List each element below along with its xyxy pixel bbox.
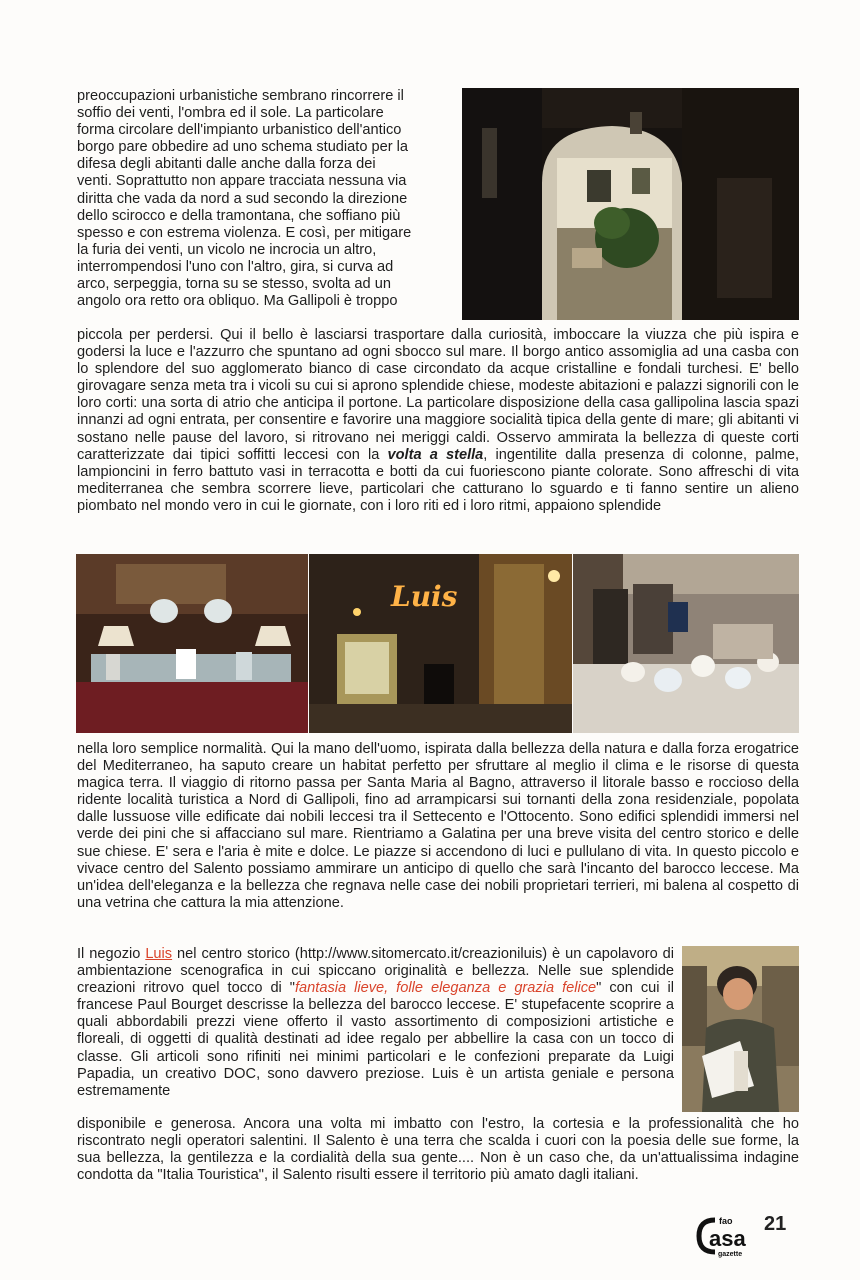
text-line: soffio dei venti, l'ombra ed il sole. La particolare: [77, 105, 384, 122]
text-line: interrompendosi l'uno con l'altro, gira, si curva ad: [77, 258, 394, 275]
paragraph-text: nel centro storico (http://www.sitomercato.it/creazioniluis) è un capolavoro di ambientazione scenografica in cui spiccano originalità e bellezza. Nelle sue splendide creazioni ritrovo quel tocco di ": [77, 946, 674, 997]
logo-fao: fao: [719, 1216, 733, 1226]
photo-shop-interior-lamps: [76, 554, 308, 733]
text-line: angolo ora retto ora obliquo. Ma Gallipoli è troppo: [77, 293, 398, 310]
casa-gazette-logo: [693, 1212, 755, 1258]
text-line: la furia dei venti, un vicolo ne incrocia un altro,: [77, 241, 377, 258]
text-line: arco, serpeggia, torna su se stesso, svolta ad un: [77, 276, 391, 293]
paragraph-borgo: [77, 327, 799, 515]
logo-gazette: gazette: [718, 1251, 743, 1258]
photo-luis-night-storefront: [309, 554, 572, 733]
text-line: diritta che vada da nord a sud secondo la direzione: [77, 190, 408, 207]
paragraph-text: piccola per perdersi. Qui il bello è lasciarsi trasportare dalla curiosità, imboccare la viuzza che più ispira e godersi la luce e l'azzurro che spuntano ad ogni sbocco sul mare. Il borgo antico assomiglia ad una casba con lo splendore del suo agglomerato bianco di case circondato da acque cristalline e fondali turchesi. E' bello girovagare senza meta tra i vicoli su cui si aprono splendide chiese, modeste abitazioni e palazzi signorili con le loro corti: una sorta di atrio che anticipa il portone. La particolare disposizione della casa gallipolina lascia spazi innanzi ad ogni entrata, per consentire e favorire una maggiore socialità tipica della gente di mare; gli abitanti vi sostano nelle pause del lavoro, si ritrovano nei meriggi caldi. Osservo ammirata la bellezza di queste corti caratterizzate dai tipici soffitti leccesi con la: [77, 327, 799, 463]
photo-ceramics-display: [573, 554, 799, 733]
text-line: borgo pare obbedire ad uno schema studiato per la: [77, 139, 409, 156]
text-line: spesso e con estrema violenza. E così, per mitigare: [77, 224, 412, 241]
quote-bourget: fantasia lieve, folle eleganza e grazia felice: [294, 980, 597, 997]
paragraph-conclusion: disponibile e generosa. Ancora una volta mi imbatto con l'estro, la cortesia e la professionalità che ho riscontrato negli operatori salentini. Il Salento è una terra che scalda i cuori con la poesia delle sue forme, la sua bellezza, la gentilezza e la cordialità della sua gente.... Non è un caso che, da un'attualissima indagine condotta da "Italia Touristica", il Salento risulti essere il territorio più amato dagli italiani.: [77, 1116, 799, 1184]
text-line: preoccupazioni urbanistiche sembrano rincorrere il: [77, 88, 404, 104]
luis-neon-sign: Luis: [391, 580, 458, 613]
text-line: dello scirocco e della tramontana, che soffiano più: [77, 207, 401, 224]
text-line: venti. Soprattutto non appare tracciata nessuna via: [77, 173, 407, 190]
paragraph-text: " con cui il francese Paul Bourget descrisse la bellezza del barocco leccese. E' stupefacente scoprire a quali abbordabili prezzi viene offerto il vasto assortimento di composizioni artistiche e floreali, di oggetti di qualità destinati ad idee regalo per abbellire la casa con un tocco di classe. Gli articoli sono rifiniti nei minimi particolari e le confezioni preparate da Luigi Papadia, un creativo DOC, sono davvero preziose. Luis è un artista geniale e persona estremamente: [77, 980, 675, 1099]
text-line: difesa degli abitanti dalle anche dalla forza dei: [77, 156, 376, 173]
logo-asa: asa: [709, 1226, 746, 1251]
paragraph-intro: [77, 88, 451, 310]
paragraph-text: , ingentilite dalla presenza di colonne, palme, lampioncini in ferro battuto vasi in terracotta e botti da cui fuoriescono piante colorate. Sono affreschi di vita mediterranea che sembra scorrere lieve, particolari che catturano lo sguardo e ti fanno sentire un alieno piombato nel mondo vero in cui le giornate, con i loro riti ed i loro ritmi, appaiono splendide: [77, 446, 800, 514]
paragraph-luis-shop: [77, 946, 674, 1100]
emphasis-volta-a-stella: volta a stella: [387, 446, 484, 463]
luis-link[interactable]: Luis: [145, 946, 173, 962]
text-line: forma circolare dell'impianto urbanistico dell'antico: [77, 122, 402, 139]
paragraph-text: Il negozio: [77, 946, 146, 962]
photo-luis-portrait: [682, 946, 799, 1112]
page-number: 21: [764, 1213, 787, 1235]
photo-archway-courtyard: [462, 88, 799, 320]
paragraph-return-journey: nella loro semplice normalità. Qui la mano dell'uomo, ispirata dalla bellezza della natura e dalla forza erogatrice del Mediterraneo, ha saputo creare un habitat perfetto per sfruttare al meglio il clima e le risorse di questa magica terra. Il viaggio di ritorno passa per Santa Maria al Bagno, attraverso il litorale basso e roccioso della ridente località turistica a Nord di Gallipoli, fino ad arrampicarsi sui tornanti della zona residenziale, popolata dalle lussuose ville edificate dai nobili leccesi tra il Settecento e l'Ottocento. Sono edifici splendidi immersi nel verde dei pini che si affacciano sul mare. Rientriamo a Galatina per una breve visita del centro storico e delle sue chiese. E' sera e l'aria è mite e dolce. Le piazze si accendono di luci e pullulano di vita. In questo piccolo e vivace centro del Salento possiamo ammirare un anticipo di quello che sarà l'incanto del barocco leccese. Ma un'idea dell'eleganza e la bellezza che regnava nelle case dei nobili proprietari terrieri, mi balena al cospetto di una vetrina che cattura la mia attenzione.: [77, 741, 799, 911]
